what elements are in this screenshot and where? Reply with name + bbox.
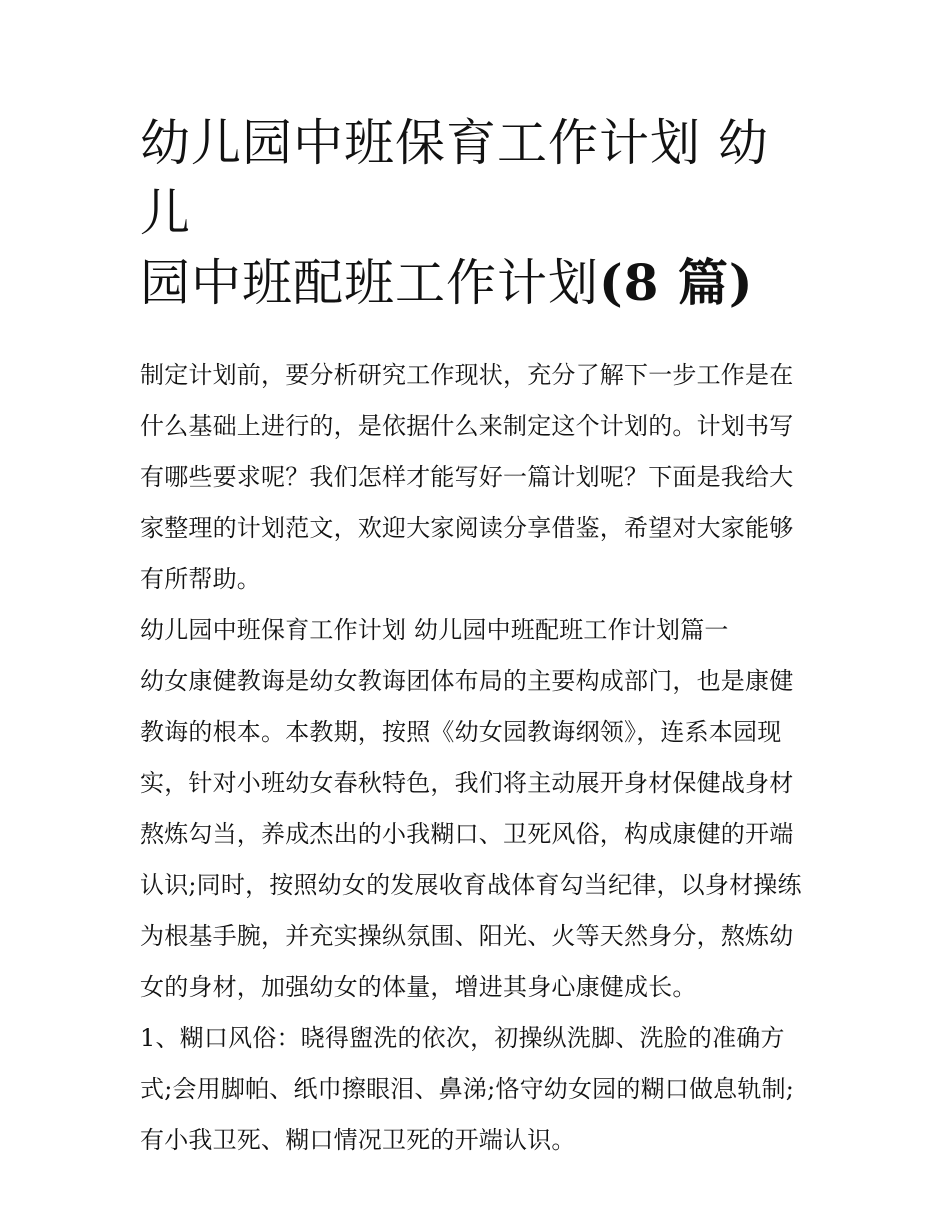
list-item: 1、糊口风俗：晓得盥洗的依次，初操纵洗脚、洗脸的准确方式;会用脚帕、纸巾擦眼泪、鼻涕;恪守幼女园的糊口做息轨制;有小我卫死、糊口情况卫死的开端认识。 [140,1024,795,1154]
title-line-1: 幼儿园中班保育工作计划 幼儿 [140,114,769,242]
title-line-2: 园中班配班工作计划 [140,254,599,312]
section-heading: 幼儿园中班保育工作计划 幼儿园中班配班工作计划篇一 [140,616,729,644]
intro-paragraph: 制定计划前，要分析研究工作现状，充分了解下一步工作是在什么基础上进行的，是依据什么来制定这个计划的。计划书写有哪些要求呢？我们怎样才能写好一篇计划呢？下面是我给大家整理的计划范文，欢迎大家阅读分享借鉴，希望对大家能够有所帮助。 [140,361,794,593]
title-tail: (8 篇) [599,253,754,312]
body-paragraph: 幼女康健教诲是幼女教诲团体布局的主要构成部门，也是康健教诲的根本。本教期，按照《幼女园教诲纲领》，连系本园现实，针对小班幼女春秋特色，我们将主动展开身材保健战身材熬炼勾当，养成杰出的小我糊口、卫死风俗，构成康健的开端认识;同时，按照幼女的发展收育战体育勾当纪律，以身材操练为根基手腕，并充实操纵氛围、阳光、火等天然身分，熬炼幼女的身材，加强幼女的体量，增进其身心康健成长。 [140,667,802,1001]
document-title [140,108,812,318]
